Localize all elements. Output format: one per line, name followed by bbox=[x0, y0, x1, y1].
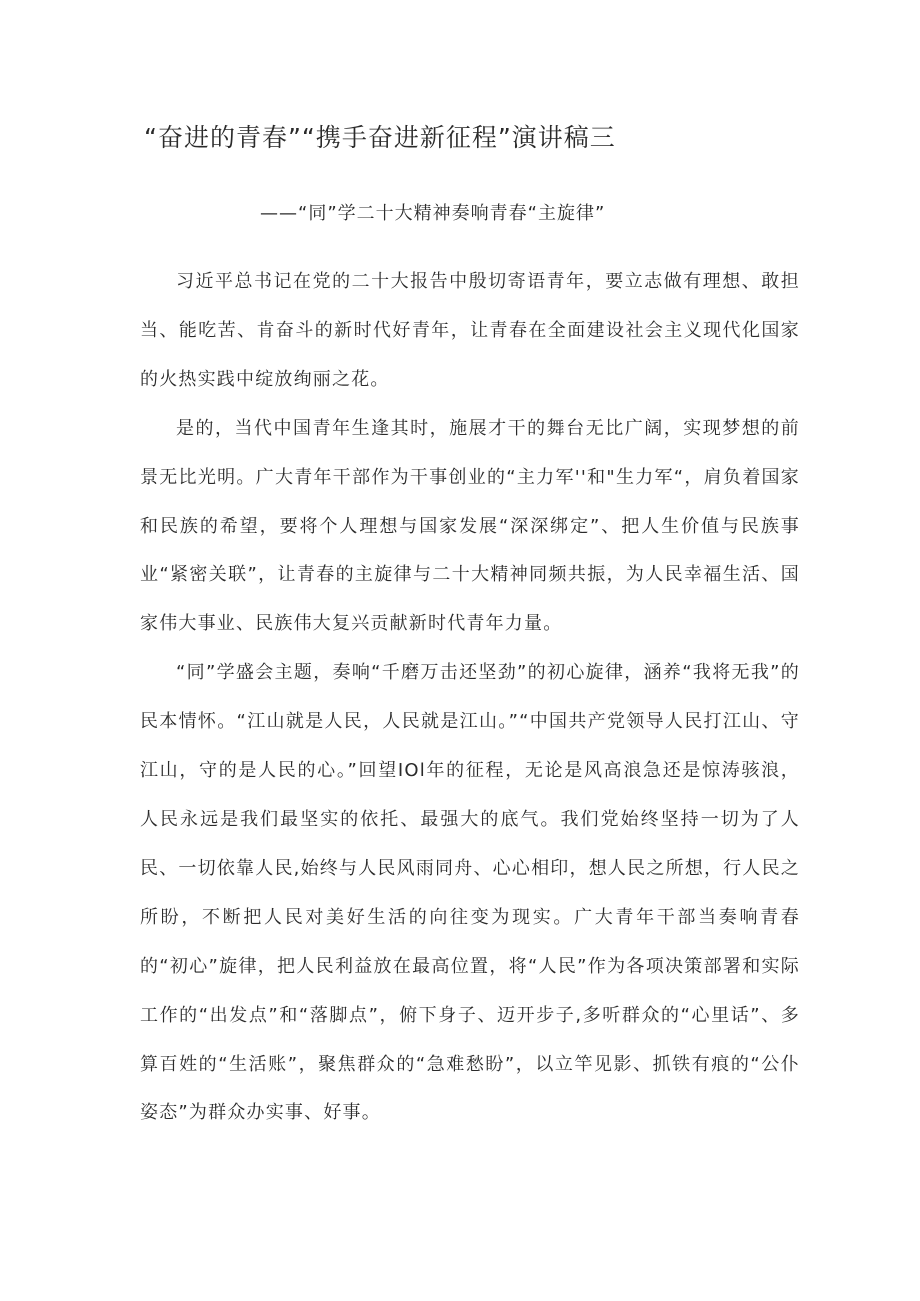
document-title: “奋进的青春”“携手奋进新征程”演讲稿三 bbox=[144, 123, 616, 152]
paragraph-2: 是的，当代中国青年生逢其时，施展才干的舞台无比广阔，实现梦想的前景无比光明。广大青年干部作为干事创业的“主力军''和"生力军“，肩负着国家和民族的希望，要将个人理想与国家发展“深深绑定”、把人生价值与民族事业“紧密关联”，让青春的主旋律与二十大精神同频共振，为人民幸福生活、国家伟大事业、民族伟大复兴贡献新时代青年力量。 bbox=[140, 417, 800, 635]
document-body bbox=[140, 258, 800, 1138]
paragraph-3: “同”学盛会主题，奏响“千磨万击还坚劲”的初心旋律，涵养“我将无我”的民本情怀。“江山就是人民，人民就是江山。”“中国共产党领导人民打江山、守江山，守的是人民的心。”回望IOl年的征程，无论是风高浪急还是惊涛骇浪，人民永远是我们最坚实的依托、最强大的底气。我们党始终坚持一切为了人民、一切依靠人民,始终与人民风雨同舟、心心相印，想人民之所想，行人民之所盼，不断把人民对美好生活的向往变为现实。广大青年干部当奏响青春的“初心”旋律，把人民利益放在最高位置，将“人民”作为各项决策部署和实际工作的“出发点”和“落脚点”，俯下身子、迈开步子,多听群众的“心里话”、多算百姓的“生活账”，聚焦群众的“急难愁盼”，以立竿见影、抓铁有痕的“公仆姿态”为群众办实事、好事。 bbox=[140, 662, 800, 1124]
paragraph-1: 习近平总书记在党的二十大报告中殷切寄语青年，要立志做有理想、敢担当、能吃苦、肯奋斗的新时代好青年，让青春在全面建设社会主义现代化国家的火热实践中绽放绚丽之花。 bbox=[140, 271, 800, 390]
document-subtitle: ——“同”学二十大精神奏响青春“主旋律” bbox=[260, 203, 606, 224]
